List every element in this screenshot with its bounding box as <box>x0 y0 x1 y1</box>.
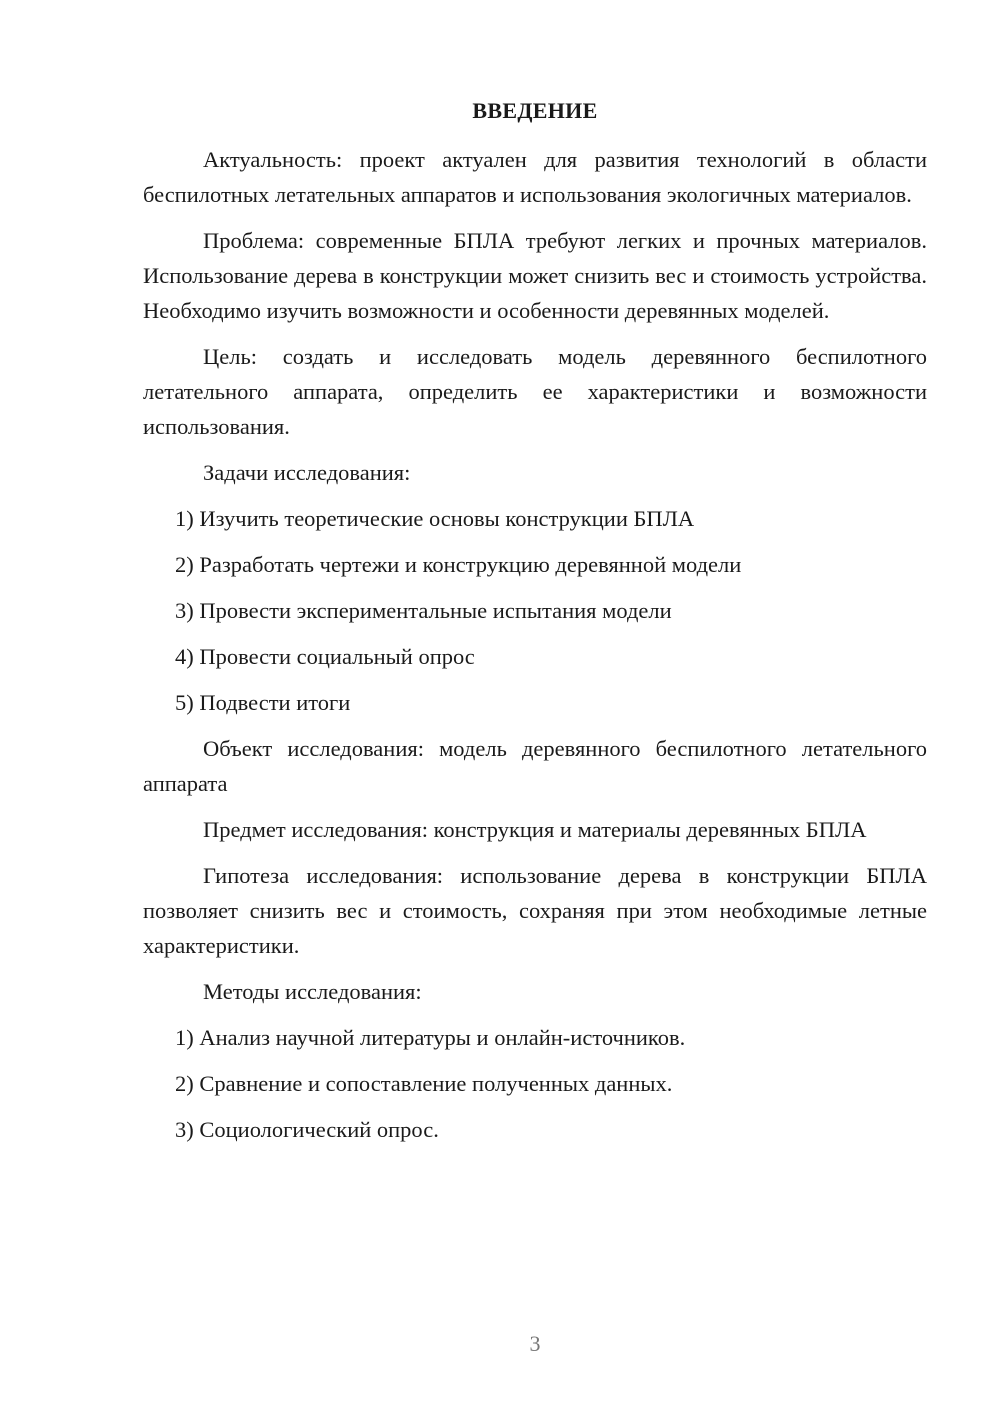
task-item: 2) Разработать чертежи и конструкцию деревянной модели <box>175 552 742 577</box>
method-item: 3) Социологический опрос. <box>175 1117 439 1142</box>
methods-heading: Методы исследования: <box>203 979 422 1004</box>
method-item: 1) Анализ научной литературы и онлайн-источников. <box>175 1025 686 1050</box>
task-item: 4) Провести социальный опрос <box>175 644 475 669</box>
problem-paragraph: Проблема: современные БПЛА требуют легких и прочных материалов. Использование дерева в конструкции может снизить вес и стоимость устройства. Необходимо изучить возможности и особенности деревянных моделей. <box>143 228 927 323</box>
task-item: 1) Изучить теоретические основы конструкции БПЛА <box>175 506 695 531</box>
task-item: 3) Провести экспериментальные испытания модели <box>175 598 672 623</box>
tasks-heading: Задачи исследования: <box>203 460 411 485</box>
relevance-paragraph: Актуальность: проект актуален для развития технологий в области беспилотных летательных аппаратов и использования экологичных материалов. <box>143 147 927 207</box>
section-title: ВВЕДЕНИЕ <box>472 98 598 123</box>
subject-paragraph: Предмет исследования: конструкция и материалы деревянных БПЛА <box>203 817 867 842</box>
methods-list <box>143 1020 927 1147</box>
page-number: 3 <box>529 1331 541 1356</box>
hypothesis-paragraph: Гипотеза исследования: использование дерева в конструкции БПЛА позволяет снизить вес и стоимость, сохраняя при этом необходимые летные характеристики. <box>143 863 927 958</box>
goal-paragraph: Цель: создать и исследовать модель деревянного беспилотного летательного аппарата, определить ее характеристики и возможности использования. <box>143 344 927 439</box>
method-item: 2) Сравнение и сопоставление полученных данных. <box>175 1071 673 1096</box>
object-paragraph: Объект исследования: модель деревянного беспилотного летательного аппарата <box>143 736 927 796</box>
task-item: 5) Подвести итоги <box>175 690 351 715</box>
tasks-list <box>143 501 927 720</box>
document-page <box>143 96 927 1158</box>
